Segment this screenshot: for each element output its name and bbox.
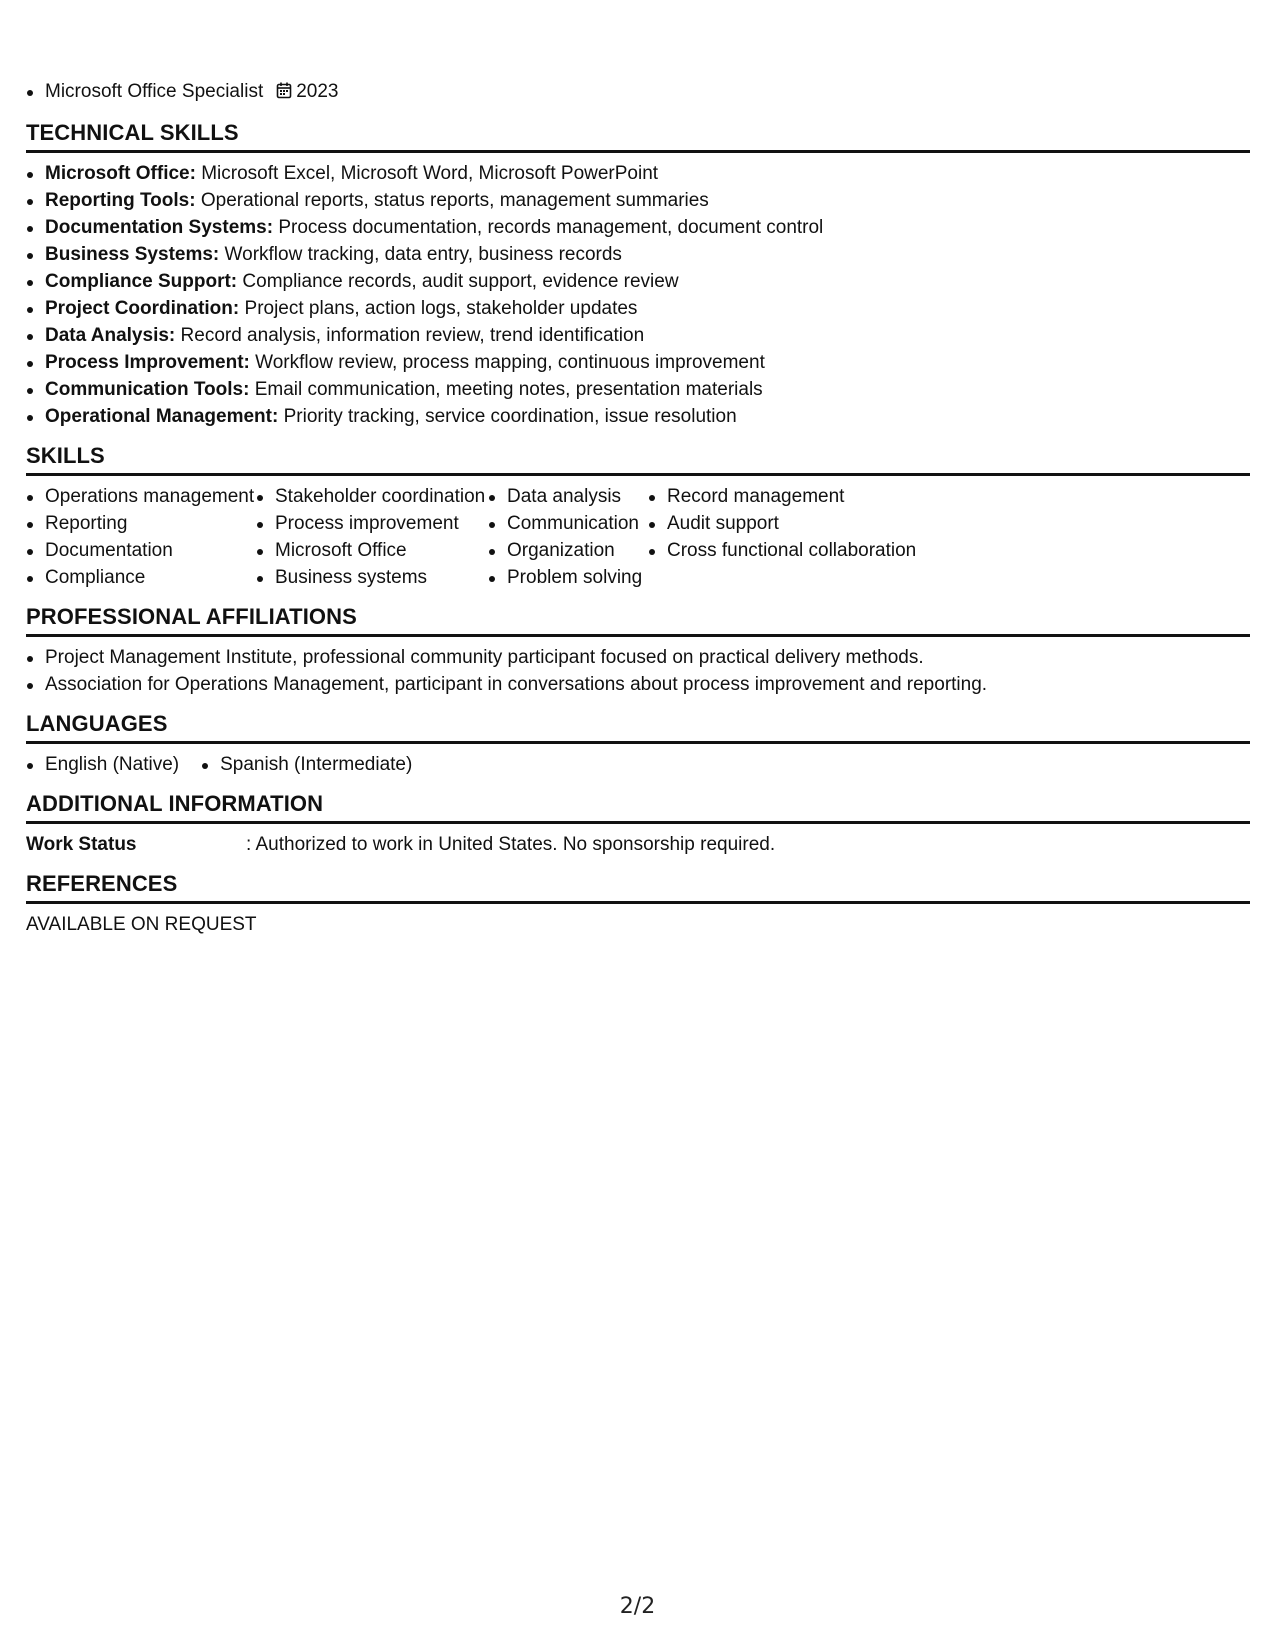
technical-skills-section [26, 119, 1250, 430]
section-title: ADDITIONAL INFORMATION [26, 790, 1250, 824]
technical-skill-label: Project Coordination: [45, 298, 240, 319]
calendar-icon [276, 80, 292, 107]
skill-item: Data analysis [488, 483, 648, 510]
references-text: AVAILABLE ON REQUEST [26, 914, 257, 935]
skill-item: Communication [488, 510, 648, 537]
skill-item: Compliance [26, 564, 256, 591]
technical-skill-label: Compliance Support: [45, 271, 238, 292]
skills-column [26, 483, 256, 591]
technical-skill-value: Compliance records, audit support, evidence review [242, 271, 679, 292]
technical-skill-label: Reporting Tools: [45, 190, 196, 211]
additional-info-section [26, 790, 1250, 858]
technical-skill-value: Workflow tracking, data entry, business records [224, 244, 622, 265]
skill-item: Reporting [26, 510, 256, 537]
affiliation-item: Association for Operations Management, participant in conversations about process improvement and reporting. [26, 671, 1250, 698]
section-title: REFERENCES [26, 870, 1250, 904]
technical-skill-item [26, 187, 1250, 214]
skill-item: Operations management [26, 483, 256, 510]
technical-skill-value: Process documentation, records management, document control [278, 217, 824, 238]
section-title: LANGUAGES [26, 710, 1250, 744]
language-item: English (Native) [26, 751, 179, 778]
technical-skill-item [26, 160, 1250, 187]
technical-skill-item [26, 403, 1250, 430]
skills-section [26, 442, 1250, 591]
skill-item: Organization [488, 537, 648, 564]
languages-section [26, 710, 1250, 778]
skill-item: Microsoft Office [256, 537, 488, 564]
technical-skill-item [26, 241, 1250, 268]
technical-skills-list [26, 160, 1250, 430]
skill-item: Audit support [648, 510, 928, 537]
section-title: SKILLS [26, 442, 1250, 476]
certification-name: Microsoft Office Specialist [45, 81, 264, 102]
skill-item: Documentation [26, 537, 256, 564]
affiliations-list [26, 644, 1250, 698]
technical-skill-value: Microsoft Excel, Microsoft Word, Microsoft PowerPoint [201, 163, 659, 184]
languages-list [26, 751, 1250, 778]
technical-skill-item [26, 295, 1250, 322]
technical-skill-item [26, 376, 1250, 403]
skill-item: Stakeholder coordination [256, 483, 488, 510]
technical-skill-value: Workflow review, process mapping, continuous improvement [255, 352, 765, 373]
technical-skill-value: Record analysis, information review, trend identification [180, 325, 645, 346]
technical-skill-label: Microsoft Office: [45, 163, 196, 184]
work-status-value: : Authorized to work in United States. No sponsorship required. [246, 834, 776, 855]
technical-skill-label: Business Systems: [45, 244, 220, 265]
technical-skill-value: Priority tracking, service coordination, issue resolution [283, 406, 737, 427]
work-status-label: Work Status [26, 834, 137, 855]
section-title: TECHNICAL SKILLS [26, 119, 1250, 153]
skills-column [488, 483, 648, 591]
skill-item: Cross functional collaboration [648, 537, 928, 564]
language-item: Spanish (Intermediate) [201, 751, 412, 778]
technical-skill-item [26, 268, 1250, 295]
skills-grid [26, 476, 1250, 591]
technical-skill-label: Documentation Systems: [45, 217, 274, 238]
work-status-row [26, 831, 1250, 858]
skill-item: Business systems [256, 564, 488, 591]
page-number: 2/2 [619, 1594, 656, 1619]
technical-skill-item [26, 349, 1250, 376]
certification-item [26, 78, 1250, 107]
certification-year: 2023 [296, 81, 339, 102]
technical-skill-item [26, 214, 1250, 241]
section-title: PROFESSIONAL AFFILIATIONS [26, 603, 1250, 637]
technical-skill-value: Email communication, meeting notes, presentation materials [254, 379, 763, 400]
certifications-list [26, 78, 1250, 107]
affiliation-item: Project Management Institute, professional community participant focused on practical delivery methods. [26, 644, 1250, 671]
skill-item: Process improvement [256, 510, 488, 537]
skill-item: Problem solving [488, 564, 648, 591]
technical-skill-label: Operational Management: [45, 406, 279, 427]
technical-skill-value: Project plans, action logs, stakeholder updates [244, 298, 638, 319]
technical-skill-label: Communication Tools: [45, 379, 250, 400]
technical-skill-label: Data Analysis: [45, 325, 176, 346]
references-section [26, 870, 1250, 938]
skills-column [648, 483, 928, 591]
technical-skill-label: Process Improvement: [45, 352, 250, 373]
resume-page [26, 78, 1250, 938]
skills-column [256, 483, 488, 591]
skill-item: Record management [648, 483, 928, 510]
technical-skill-item [26, 322, 1250, 349]
technical-skill-value: Operational reports, status reports, management summaries [200, 190, 709, 211]
affiliations-section [26, 603, 1250, 698]
